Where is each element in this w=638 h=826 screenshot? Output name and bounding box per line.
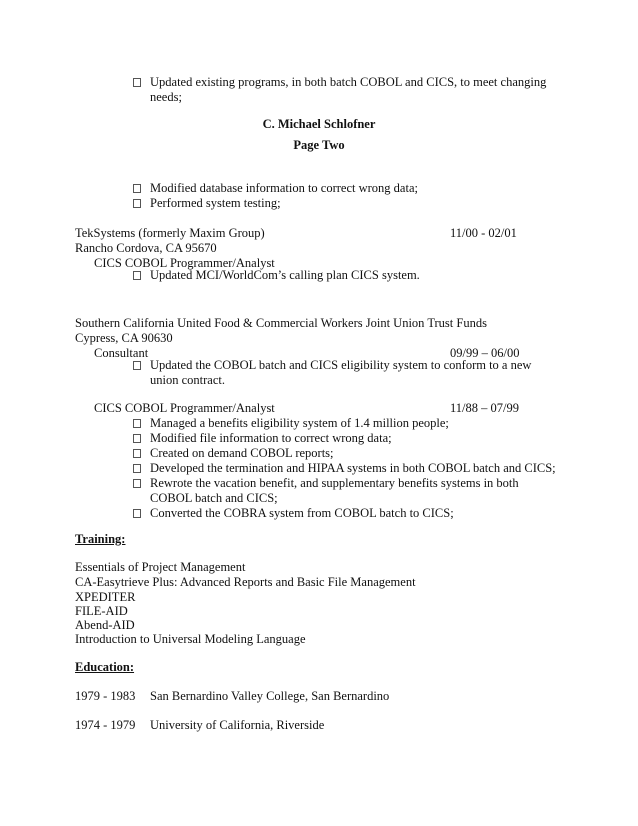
training-item: XPEDITER: [75, 590, 136, 604]
education-years: 1979 - 1983: [75, 689, 136, 703]
bullet-text: Rewrote the vacation benefit, and supplementary benefits systems in both: [150, 476, 519, 490]
bullet-box-icon: [133, 464, 141, 473]
job-dates: 11/00 - 02/01: [450, 226, 517, 240]
company-name: Southern California United Food & Commercial Workers Joint Union Trust Funds: [75, 316, 487, 330]
training-item: FILE-AID: [75, 604, 128, 618]
bullet-box-icon: [133, 449, 141, 458]
job-title: Consultant: [94, 346, 149, 360]
bullet-box-icon: [133, 184, 141, 193]
page-label: Page Two: [293, 138, 345, 152]
training-item: Introduction to Universal Modeling Language: [75, 632, 306, 646]
job-title: CICS COBOL Programmer/Analyst: [94, 256, 275, 270]
training-item: CA-Easytrieve Plus: Advanced Reports and Basic File Management: [75, 575, 416, 589]
bullet-text: Updated existing programs, in both batch COBOL and CICS, to meet changing: [150, 75, 547, 89]
bullet-text: Converted the COBRA system from COBOL batch to CICS;: [150, 506, 454, 520]
job-dates: 11/88 – 07/99: [450, 401, 519, 415]
training-item: Abend-AID: [75, 618, 135, 632]
bullet-box-icon: [133, 361, 141, 370]
education-heading: Education:: [75, 660, 135, 674]
bullet-text-continued: needs;: [150, 90, 182, 104]
bullet-text-continued: COBOL batch and CICS;: [150, 491, 278, 505]
education-school: San Bernardino Valley College, San Bernardino: [150, 689, 390, 703]
company-location: Rancho Cordova, CA 95670: [75, 241, 217, 255]
job-title: CICS COBOL Programmer/Analyst: [94, 401, 275, 415]
bullet-text-continued: union contract.: [150, 373, 225, 387]
job-dates: 09/99 – 06/00: [450, 346, 520, 360]
author-name: C. Michael Schlofner: [262, 117, 376, 131]
bullet-box-icon: [133, 271, 141, 280]
bullet-text: Updated MCI/WorldCom’s calling plan CICS system.: [150, 268, 420, 282]
bullet-text: Created on demand COBOL reports;: [150, 446, 334, 460]
bullet-text: Modified database information to correct wrong data;: [150, 181, 418, 195]
training-item: Essentials of Project Management: [75, 560, 246, 574]
education-years: 1974 - 1979: [75, 718, 136, 732]
bullet-text: Updated the COBOL batch and CICS eligibility system to conform to a new: [150, 358, 532, 372]
company-location: Cypress, CA 90630: [75, 331, 173, 345]
bullet-box-icon: [133, 434, 141, 443]
bullet-text: Managed a benefits eligibility system of 1.4 million people;: [150, 416, 449, 430]
bullet-box-icon: [133, 199, 141, 208]
education-school: University of California, Riverside: [150, 718, 325, 732]
bullet-text: Performed system testing;: [150, 196, 281, 210]
bullet-text: Developed the termination and HIPAA systems in both COBOL batch and CICS;: [150, 461, 556, 475]
bullet-text: Modified file information to correct wrong data;: [150, 431, 392, 445]
bullet-box-icon: [133, 479, 141, 488]
bullet-box-icon: [133, 509, 141, 518]
bullet-box-icon: [133, 419, 141, 428]
training-heading: Training:: [75, 532, 126, 546]
bullet-box-icon: [133, 78, 141, 87]
company-name: TekSystems (formerly Maxim Group): [75, 226, 265, 240]
